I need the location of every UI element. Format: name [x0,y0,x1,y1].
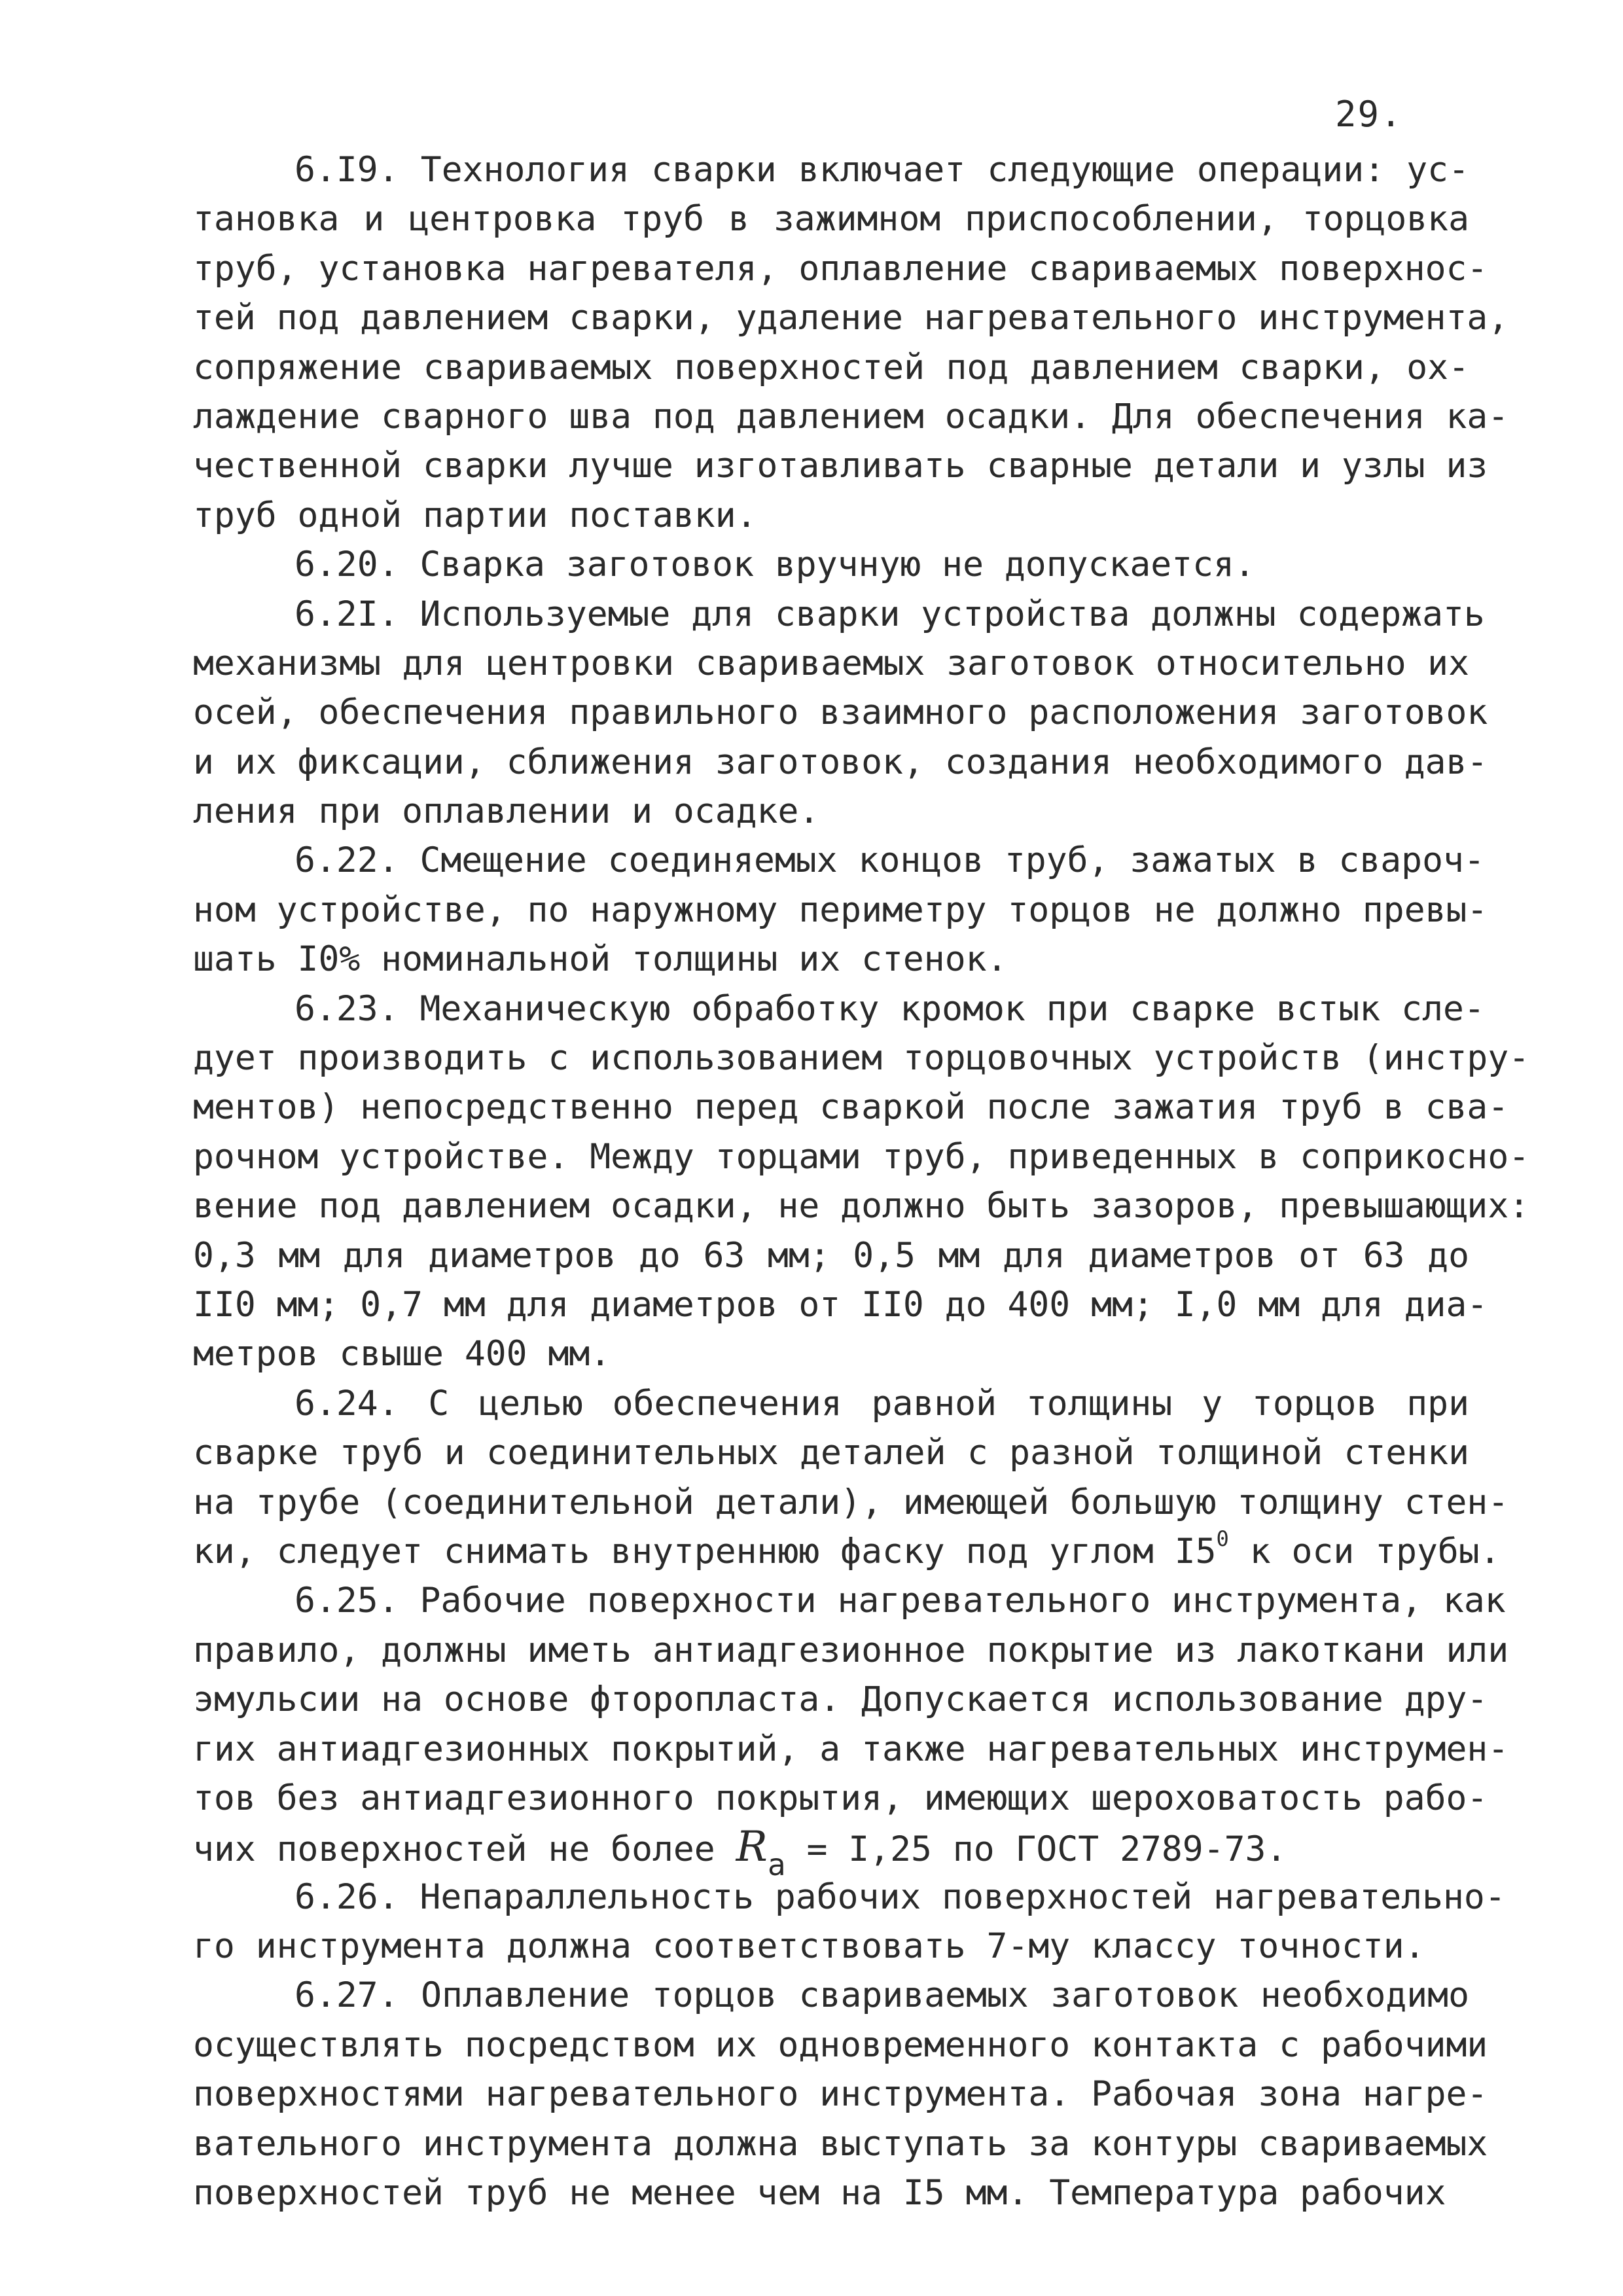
text-line: 6.27. Оплавление торцов свариваемых заготовок необходимо [294,1975,1469,2016]
paragraph-6-27 [193,1971,1488,2217]
text-line: и их фиксации, сближения заготовок, создания необходимого дав- [193,742,1488,782]
text-line: 6.24. С целью обеспечения равной толщины у торцов при [294,1383,1469,1424]
text-line: осей, обеспечения правильного взаимного расположения заготовок [193,692,1488,733]
paragraph-6-25 [193,1576,1509,1883]
roughness-subscript: a [767,1847,786,1883]
text-line [193,1526,1501,1576]
text-line: го инструмента должна соответствовать 7-му классу точности. [193,1926,1425,1967]
paragraph-6-21 [193,590,1488,836]
text-line: 6.23. Механическую обработку кромок при сварке встык сле- [294,988,1485,1029]
text-fragment: ки, следует снимать внутреннюю фаску под углом I5 [193,1531,1217,1571]
text-line: тановка и центровка труб в зажимном приспособлении, торцовка [193,199,1469,240]
text-line: правило, должны иметь антиадгезионное покрытие из лакоткани или [193,1630,1509,1670]
text-line: метров свыше 400 мм. [193,1334,611,1374]
text-line: тей под давлением сварки, удаление нагревательного инструмента, [193,298,1509,338]
text-line: рочном устройстве. Между торцами труб, приведенных в соприкосно- [193,1136,1530,1177]
text-line: 6.20. Сварка заготовок вручную не допускается. [294,545,1255,585]
text-line: чественной сварки лучше изготавливать сварные детали и узлы из [193,446,1488,486]
text-line: ном устройстве, по наружному периметру торцов не должно превы- [193,889,1488,930]
text-line: лаждение сварного шва под давлением осадки. Для обеспечения ка- [193,396,1509,437]
text-line: 6.22. Смещение соединяемых концов труб, зажатых в свароч- [294,840,1485,881]
text-line: труб, установка нагревателя, оплавление свариваемых поверхнос- [193,248,1488,289]
text-line: 6.26. Непараллельность рабочих поверхностей нагревательно- [294,1876,1506,1917]
paragraph-6-19 [193,145,1509,540]
paragraph-6-22 [193,836,1488,984]
text-line: ления при оплавлении и осадке. [193,791,820,832]
text-line: поверхностей труб не менее чем на I5 мм. Температура рабочих [193,2173,1446,2214]
paragraph-6-20 [193,540,1469,589]
text-fragment: чих поверхностей не более [193,1829,736,1870]
text-line: осуществлять посредством их одновременного контакта с рабочими [193,2024,1488,2065]
roughness-symbol: R [736,1823,768,1872]
text-line: гих антиадгезионных покрытий, а также нагревательных инструмен- [193,1729,1509,1769]
degree-superscript: 0 [1216,1526,1229,1551]
text-line: эмульсии на основе фторопласта. Допускается использование дру- [193,1679,1488,1720]
text-line: механизмы для центровки свариваемых заготовок относительно их [193,643,1469,683]
page-number: 29. [1335,94,1403,135]
text-line: 6.25. Рабочие поверхности нагревательного инструмента, как [294,1581,1506,1621]
text-line: 0,3 мм для диаметров до 63 мм; 0,5 мм для диаметров от 63 до [193,1235,1469,1276]
text-line: 6.I9. Технология сварки включает следующие операции: ус- [294,150,1469,190]
text-line: ментов) непосредственно перед сваркой после зажатия труб в сва- [193,1087,1509,1128]
document-body [193,145,1530,2217]
text-line: вательного инструмента должна выступать за контуры свариваемых [193,2123,1488,2164]
paragraph-6-24 [193,1379,1509,1577]
text-line: 6.2I. Используемые для сварки устройства должны содержать [294,594,1485,634]
text-line: II0 мм; 0,7 мм для диаметров от II0 до 400 мм; I,0 мм для диа- [193,1284,1488,1325]
text-line: тов без антиадгезионного покрытия, имеющих шероховатость рабо- [193,1778,1488,1818]
paragraph-6-26 [193,1873,1506,1971]
paragraph-6-23 [193,984,1530,1379]
text-line [193,1823,1469,1883]
text-fragment: к оси трубы. [1228,1531,1501,1571]
text-fragment: = I,25 по ГОСТ 2789-73. [785,1829,1287,1870]
text-line: поверхностями нагревательного инструмента. Рабочая зона нагре- [193,2074,1488,2115]
text-line: на трубе (соединительной детали), имеющей большую толщину стен- [193,1482,1509,1522]
text-line: вение под давлением осадки, не должно быть зазоров, превышающих: [193,1186,1530,1227]
text-line: сопряжение свариваемых поверхностей под давлением сварки, ох- [193,347,1469,387]
text-line: шать I0% номинальной толщины их стенок. [193,939,1008,980]
text-line: сварке труб и соединительных деталей с разной толщиной стенки [193,1433,1469,1473]
text-line: дует производить с использованием торцовочных устройств (инстру- [193,1038,1530,1079]
text-line: труб одной партии поставки. [193,495,757,535]
